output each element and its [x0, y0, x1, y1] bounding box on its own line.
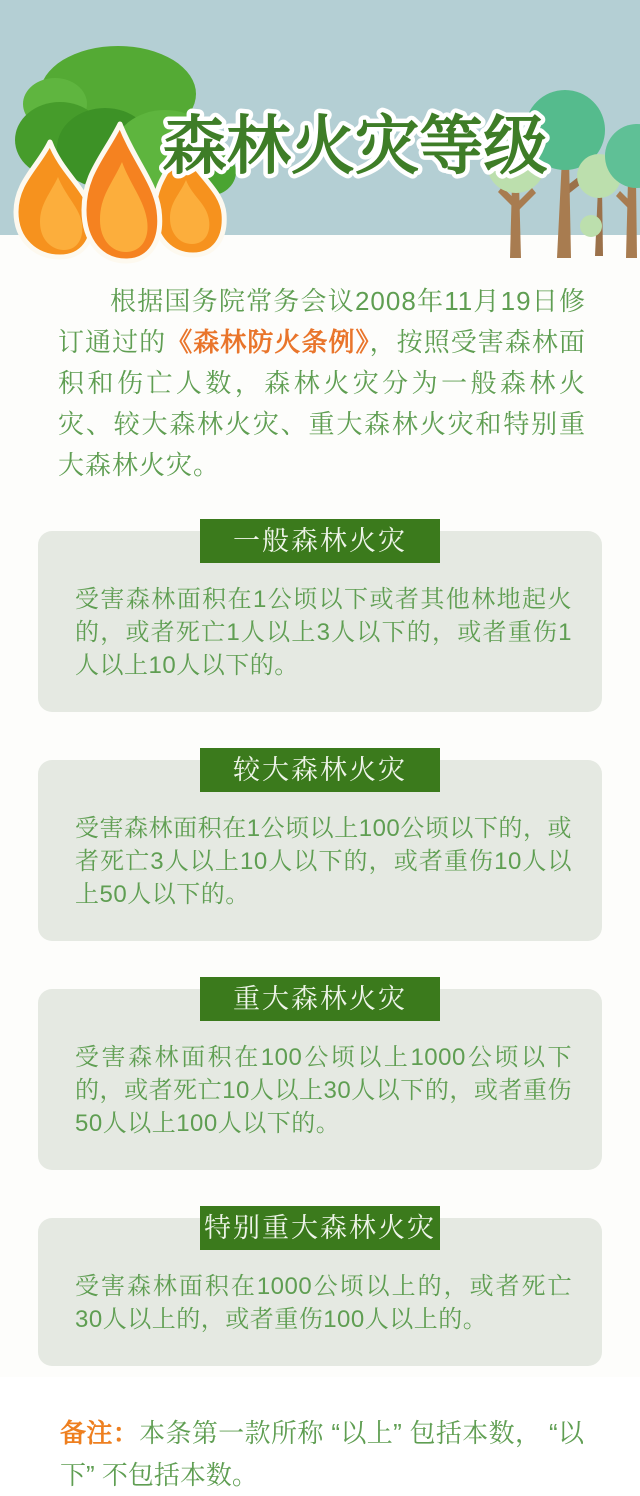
intro-text-before: 根据国务院常务会议2008年11月19日修订通过的 [58, 286, 586, 357]
level-description: 受害森林面积在1公顷以上100公顷以下的，或者死亡3人以上10人以下的，或者重伤10人以上50人以下的。 [75, 815, 572, 908]
level-description: 受害森林面积在1000公顷以上的，或者死亡30人以上的，或者重伤100人以上的。 [75, 1273, 572, 1333]
header-banner [0, 0, 640, 235]
level-badge: 一般森林火灾 [200, 519, 440, 563]
level-badge: 重大森林火灾 [200, 977, 440, 1021]
level-badge: 较大森林火灾 [200, 748, 440, 792]
section-larger-fire [0, 748, 640, 941]
intro-paragraph [58, 281, 586, 486]
section-general-fire [0, 519, 640, 712]
intro-text-after: ，按照受害森林面积和伤亡人数，森林火灾分为一般森林火灾、较大森林火灾、重大森林火灾和特别重大森林火灾。 [58, 327, 586, 480]
level-description: 受害森林面积在1公顷以下或者其他林地起火的，或者死亡1人以上3人以下的，或者重伤1人以上10人以下的。 [75, 586, 572, 679]
note-text: 本条第一款所称 “以上” 包括本数， “以下” 不包括本数。 [60, 1418, 584, 1490]
regulation-name: 《森林防火条例》 [166, 327, 370, 357]
note-label: 备注： [60, 1418, 140, 1448]
footer-note [60, 1412, 584, 1496]
section-major-fire [0, 977, 640, 1170]
section-extra-major-fire [0, 1206, 640, 1366]
page-title: 森林火灾等级 [162, 110, 548, 182]
level-description: 受害森林面积在100公顷以上1000公顷以下的，或者死亡10人以上30人以下的，或者重伤50人以上100人以下的。 [75, 1044, 572, 1137]
title-banner [0, 0, 640, 235]
level-badge: 特别重大森林火灾 [200, 1206, 440, 1250]
